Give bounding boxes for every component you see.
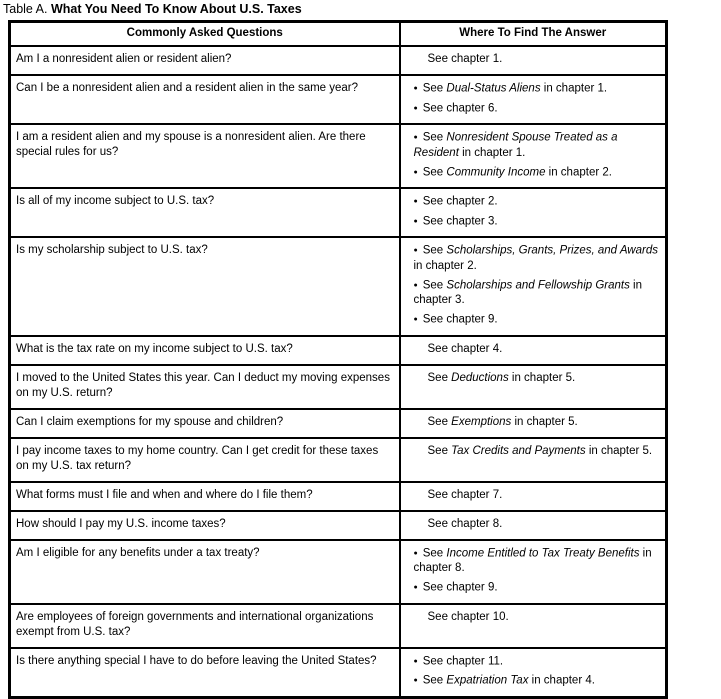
answer-line [414, 165, 662, 181]
bullet-icon: ● [413, 85, 418, 92]
bullet-icon: ● [413, 677, 418, 684]
question-cell [10, 237, 400, 336]
table-title-prefix: Table A. [3, 2, 51, 16]
answer-text: See [422, 244, 447, 257]
bullet-icon: ● [413, 316, 418, 323]
answer-line [414, 214, 662, 230]
answer-line [414, 312, 662, 328]
answer-text: See [422, 82, 447, 95]
answer-text: in chapter 5. [508, 371, 576, 384]
column-header-questions: Commonly Asked Questions [10, 22, 400, 47]
answer-line [414, 546, 662, 577]
answer-line [428, 517, 662, 532]
question-text: What is the tax rate on my income subject to U.S. tax? [16, 342, 293, 355]
answer-text: See chapter 10. [427, 610, 509, 623]
answer-text: See [422, 279, 447, 291]
answer-text: See [422, 547, 447, 559]
table-row [10, 409, 667, 438]
answer-text: See [422, 674, 447, 687]
answer-line [428, 52, 662, 67]
question-text: How should I pay my U.S. income taxes? [16, 517, 226, 530]
answer-line [414, 101, 662, 117]
answer-text: See [427, 371, 452, 384]
answer-text: See chapter 9. [422, 313, 498, 326]
header-row [10, 22, 667, 47]
answer-text: See chapter 2. [422, 195, 498, 208]
answer-line [428, 444, 662, 459]
answer-reference-italic: Scholarships and Fellowship Grants [446, 279, 630, 291]
answer-reference-italic: Expatriation Tax [446, 674, 529, 687]
question-text: Can I be a nonresident alien and a resident alien in the same year? [16, 82, 359, 94]
question-text: What forms must I file and when and where do I file them? [16, 488, 313, 501]
answer-text: in chapter 2. [545, 166, 612, 178]
answer-text: in chapter 5. [585, 444, 653, 457]
faq-table [8, 20, 668, 699]
answer-line [428, 342, 662, 357]
answer-line [428, 415, 662, 430]
bullet-icon: ● [413, 247, 418, 254]
answer-line [428, 488, 662, 503]
table-row [10, 188, 667, 237]
question-cell [10, 438, 400, 482]
question-text: Is my scholarship subject to U.S. tax? [16, 244, 208, 256]
answer-cell [400, 482, 667, 511]
answer-line [414, 673, 662, 689]
table-row [10, 540, 667, 604]
question-cell [10, 124, 400, 188]
question-text: Are employees of foreign governments and international organizations exempt from U.S. tax? [16, 610, 374, 638]
answer-text: See chapter 1. [427, 53, 503, 65]
table-row [10, 648, 667, 698]
question-cell [10, 365, 400, 409]
question-cell [10, 511, 400, 540]
answer-reference-italic: Community Income [446, 166, 546, 178]
answer-line [414, 194, 662, 210]
question-text: Am I a nonresident alien or resident alien? [16, 53, 232, 65]
answer-cell [400, 540, 667, 604]
answer-line [428, 610, 662, 625]
answer-text: in chapter 1. [458, 146, 526, 159]
answer-text: in chapter 1. [540, 82, 608, 95]
answer-text: in chapter 8. [413, 547, 652, 574]
answer-text: See chapter 6. [422, 102, 498, 114]
answer-text: See chapter 7. [427, 488, 503, 501]
answer-line [414, 81, 662, 97]
answer-text: See chapter 11. [422, 655, 504, 667]
question-cell [10, 188, 400, 237]
answer-cell [400, 237, 667, 336]
bullet-icon: ● [413, 168, 418, 176]
question-cell [10, 540, 400, 604]
answer-cell [400, 336, 667, 365]
question-text: Can I claim exemptions for my spouse and children? [16, 415, 284, 428]
answer-text: in chapter 2. [413, 259, 477, 272]
table-row [10, 604, 667, 648]
question-text: I pay income taxes to my home country. Can I get credit for these taxes on my U.S. tax return? [16, 444, 379, 472]
table-row [10, 511, 667, 540]
bullet-icon: ● [413, 549, 418, 557]
answer-cell [400, 188, 667, 237]
question-cell [10, 46, 400, 75]
bullet-icon: ● [413, 217, 418, 225]
answer-line [428, 371, 662, 386]
answer-reference-italic: Tax Credits and Payments [451, 444, 586, 457]
answer-reference-italic: Deductions [451, 371, 509, 384]
answer-line [414, 278, 662, 309]
answer-line [414, 654, 662, 670]
table-title-text: What You Need To Know About U.S. Taxes [50, 2, 302, 16]
answer-cell [400, 124, 667, 188]
answer-cell [400, 648, 667, 698]
answer-line [414, 580, 662, 596]
question-text: Is all of my income subject to U.S. tax? [16, 195, 215, 207]
bullet-icon: ● [413, 584, 418, 591]
answer-text: See [427, 415, 452, 428]
question-text: Am I eligible for any benefits under a tax treaty? [16, 546, 260, 559]
table-title [3, 1, 302, 17]
answer-text: See [422, 131, 447, 144]
answer-cell [400, 511, 667, 540]
table-row [10, 237, 667, 336]
answer-text: See [427, 444, 452, 457]
answer-reference-italic: Dual-Status Aliens [446, 82, 541, 95]
bullet-icon: ● [413, 657, 418, 665]
question-cell [10, 482, 400, 511]
answer-reference-italic: Nonresident Spouse Treated as a Resident [413, 131, 618, 159]
answer-cell [400, 604, 667, 648]
answer-text: See chapter 8. [427, 517, 503, 530]
question-text: Is there anything special I have to do before leaving the United States? [16, 654, 377, 667]
answer-cell [400, 438, 667, 482]
answer-cell [400, 409, 667, 438]
column-header-answers: Where To Find The Answer [400, 22, 667, 47]
answer-reference-italic: Scholarships, Grants, Prizes, and Awards [446, 244, 658, 257]
question-cell [10, 75, 400, 124]
answer-text: See chapter 4. [427, 342, 503, 355]
table-row [10, 124, 667, 188]
question-text: I moved to the United States this year. Can I deduct my moving expenses on my U.S. return? [16, 371, 390, 399]
answer-reference-italic: Income Entitled to Tax Treaty Benefits [446, 547, 640, 559]
answer-reference-italic: Exemptions [451, 415, 512, 428]
bullet-icon: ● [413, 198, 418, 205]
question-text: I am a resident alien and my spouse is a nonresident alien. Are there special rules for us? [16, 131, 366, 158]
table-row [10, 75, 667, 124]
bullet-icon: ● [413, 104, 418, 112]
question-cell [10, 336, 400, 365]
bullet-icon: ● [413, 281, 418, 289]
question-cell [10, 409, 400, 438]
answer-text: in chapter 3. [413, 279, 643, 306]
question-cell [10, 604, 400, 648]
table-row [10, 365, 667, 409]
answer-text: in chapter 5. [511, 415, 578, 428]
answer-text: in chapter 4. [528, 674, 595, 687]
answer-text: See chapter 3. [422, 215, 498, 227]
answer-line [414, 243, 662, 274]
question-cell [10, 648, 400, 698]
answer-cell [400, 75, 667, 124]
answer-line [414, 130, 662, 161]
answer-cell [400, 46, 667, 75]
table-row [10, 336, 667, 365]
answer-text: See chapter 9. [422, 581, 498, 594]
table-body [10, 46, 667, 697]
table-row [10, 46, 667, 75]
bullet-icon: ● [413, 134, 418, 141]
table-row [10, 482, 667, 511]
answer-text: See [422, 166, 447, 178]
table-row [10, 438, 667, 482]
answer-cell [400, 365, 667, 409]
